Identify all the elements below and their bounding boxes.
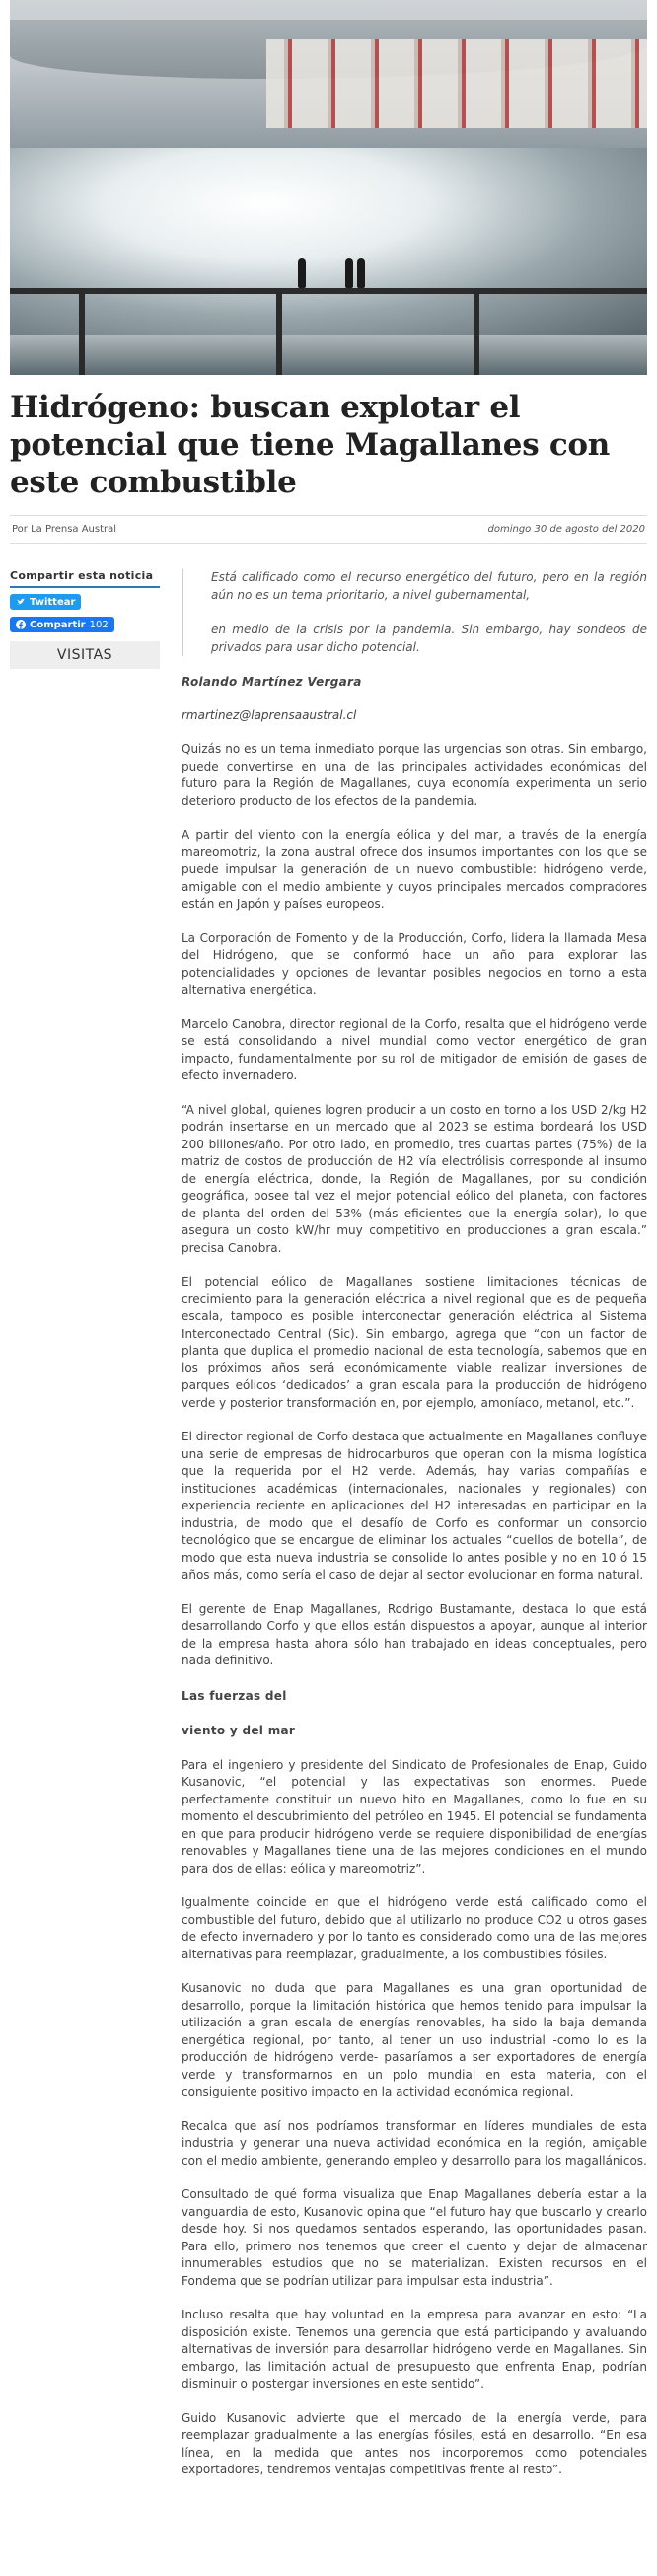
photo-bird — [298, 258, 306, 288]
paragraph: El gerente de Enap Magallanes, Rodrigo Bustamante, destaca lo que está desarrollando Corfo y que ellos están dispuestos a apoyar, aunque al interior de la empresa hasta ahora sólo han trabajado en ideas conceptuales, pero nada definitivo. — [182, 1601, 647, 1667]
twitter-icon — [16, 597, 26, 607]
subheading: viento y del mar — [182, 1724, 296, 1737]
lead-paragraph: Está calificado como el recurso energético del futuro, pero en la región aún no es un tema prioritario, a nivel gubernamental, — [211, 570, 647, 602]
photo-bird — [357, 258, 365, 288]
paragraph: Igualmente coincide en que el hidrógeno verde está calificado como el combustible del futuro, debido que al utilizarlo no produce CO2 u otros gases de efecto invernadero y por lo tanto es considerado como una de las mejores alternativas para reemplazar, gradualmente, a los combustibles fósiles. — [182, 1895, 647, 1961]
visitas-box: VISITAS — [10, 641, 160, 669]
photo-pier-post — [276, 288, 282, 375]
paragraph: Incluso resalta que hay voluntad en la empresa para avanzar en esto: “La disposición existe. Tenemos una gerencia que está participando y avaluando alternativas de inversión para desarrollar hidrógeno verde en Magallanes. Sin embargo, las limitación actual de presupuesto que enfrenta Enap, podrían disminuir o postergar inversiones en este sentido”. — [182, 2308, 647, 2391]
twitter-share-button[interactable] — [10, 594, 81, 610]
content-layout — [10, 569, 647, 2479]
photo-pier-post — [474, 288, 479, 375]
paragraph: El director regional de Corfo destaca que actualmente en Magallanes confluye una serie de empresas de hidrocarburos que operan con la misma logística que la requerida por el H2 verde. Además, hay varias compañías e instituciones académicas (internacionales, nacionales y regionales) con experiencia reciente en aplicaciones del H2 interesadas en participar en la industria, de modo que el desafío de Corfo es conformar un consorcio tecnológico que se encargue de eliminar los actuales “cuellos de botella”, de modo que esta nueva industria se consolide lo antes posible y no en 10 ó 15 años más, como sería el caso de dejar al sector evolucionar en forma natural. — [182, 1430, 647, 1582]
facebook-share-button[interactable] — [10, 617, 114, 632]
paragraph: El potencial eólico de Magallanes sostiene limitaciones técnicas de crecimiento para la generación eléctrica a nivel regional que es de pequeña escala, tampoco es posible interconectar generación eléctrica al Sistema Interconectado Central (Sic). Sin embargo, agrega que “con un factor de planta que duplica el promedio nacional de esta tecnología, sabemos que en los próximos años será económicamente viable realizar inversiones de parques eólicos ‘dedicados’ a gran escala para la producción de hidrógeno verde y posterior transformación en, por ejemplo, amoníaco, metanol, etc.”. — [182, 1275, 647, 1410]
byline-bar — [10, 515, 647, 544]
photo-town — [266, 39, 647, 128]
paragraph: Marcelo Canobra, director regional de la Corfo, resalta que el hidrógeno verde se está consolidando a nivel mundial como vector energético de gran impacto, fundamentalmente por su rol de mitigador de emisión de gases de efecto invernadero. — [182, 1016, 647, 1082]
publish-date: domingo 30 de agosto del 2020 — [487, 524, 645, 535]
photo-bird — [345, 258, 353, 288]
author-name: Rolando Martínez Vergara — [182, 675, 362, 689]
photo-pier-rail — [10, 288, 647, 294]
headline: Hidrógeno: buscan explotar el potencial que tiene Magallanes con este combustible — [10, 390, 611, 500]
lead-quote — [182, 569, 647, 656]
subheading: Las fuerzas del — [182, 1688, 287, 1703]
source: Por La Prensa Austral — [12, 524, 117, 535]
paragraph: “A nivel global, quienes logren producir a un costo en torno a los USD 2/kg H2 podrán insertarse en un mercado que al 2023 se estima bordeará los USD 200 billones/año. Por otro lado, en promedio, tres cuartas partes (75%) de la matriz de costos de producción de H2 vía electrólisis corresponde al insumo de energía eléctrica, donde, la Región de Magallanes, por su condición geográfica, posee tal vez el mejor potencial eólico del planeta, con factores de planta del orden del 53% (más eficientes que la energía solar), lo que asegura un costo kW/hr muy competitivo en producciones a gran escala.” precisa Canobra. — [182, 1102, 647, 1255]
sidebar — [10, 569, 160, 2479]
paragraph: Kusanovic no duda que para Magallanes es una gran oportunidad de desarrollo, porque la limitación histórica que hemos tenido para impulsar la utilización a gran escala de energías renovables, ha sido la baja demanda energética regional, por tanto, al tener un uso industrial -como lo es la producción de hidrógeno verde- pasaríamos a ser exportadores de energía verde y transformarnos en un polo mundial en esta materia, con el consiguiente positivo impacto en la actividad económica regional. — [182, 1981, 647, 2098]
paragraph: A partir del viento con la energía eólica y del mar, a través de la energía mareomotriz, la zona austral ofrece dos insumos importantes con los que se puede impulsar la generación de un nuevo combustible: hidrógeno verde, amigable con el medio ambiente y cuyos principales mercados compradores están en Japón y países europeos. — [182, 828, 647, 911]
paragraph: Quizás no es un tema inmediato porque las urgencias son otras. Sin embargo, puede convertirse en una de las principales actividades económicas del futuro para la Región de Magallanes, cuya economía experimenta un serio deterioro producto de los efectos de la pandemia. — [182, 742, 647, 808]
paragraph: Recalca que así nos podríamos transformar en líderes mundiales de esta industria y generar una nueva actividad económica en la región, amigable con el medio ambiente, generando empleo y desarrollo para los magallánicos. — [182, 2118, 647, 2168]
share-title: Compartir esta noticia — [10, 569, 160, 588]
article-body — [182, 569, 647, 2479]
photo-waves — [10, 148, 647, 335]
paragraph: Para el ingeniero y presidente del Sindicato de Profesionales de Enap, Guido Kusanovic, “el potencial y las expectativas son enormes. Puede perfectamente constituir un nuevo hito en Magallanes, como lo fue en su momento el descubrimiento del petróleo en 1945. El potencial se fundamenta en que para producir hidrógeno verde se requiere disponibilidad de energías renovables y Magallanes tiene una de las mejores condiciones en el mundo para dos de ellas: eólica y mareomotriz”. — [182, 1757, 647, 1876]
paragraph: Guido Kusanovic advierte que el mercado de la energía verde, para reemplazar gradualmente a las energías fósiles, está en desarrollo. “En esa línea, en la medida que antes nos incorporemos como potenciales exportadores, tendremos ventajas competitivas frente al resto”. — [182, 2410, 647, 2476]
twitter-share-label: Twittear — [30, 596, 76, 608]
author-email[interactable]: rmartinez@laprensaaustral.cl — [182, 707, 357, 722]
facebook-share-count: 102 — [89, 619, 109, 630]
lead-paragraph: en medio de la crisis por la pandemia. Sin embargo, hay sondeos de privados para usar dicho potencial. — [211, 623, 647, 654]
hero-photo — [10, 0, 647, 375]
photo-pier-post — [79, 288, 85, 375]
paragraph: La Corporación de Fomento y de la Producción, Corfo, lidera la llamada Mesa del Hidrógeno, que se conformó hace un año para explorar las potencialidades y opciones de levantar posibles negocios en torno a esta alternativa energética. — [182, 930, 647, 996]
paragraph: Consultado de qué forma visualiza que Enap Magallanes debería estar a la vanguardia de esto, Kusanovic opina que “el futuro hay que buscarlo y crearlo desde hoy. Si nos quedamos sentados esperando, las oportunidades pasan. Para ello, primero nos tenemos que creer el cuento y dejar de almacenar innumerables estudios que no se materializan. Existen recursos en el Fondema que se podrían utilizar para impulsar esta industria”. — [182, 2187, 647, 2288]
facebook-icon — [16, 620, 26, 629]
facebook-share-label: Compartir — [30, 619, 86, 630]
